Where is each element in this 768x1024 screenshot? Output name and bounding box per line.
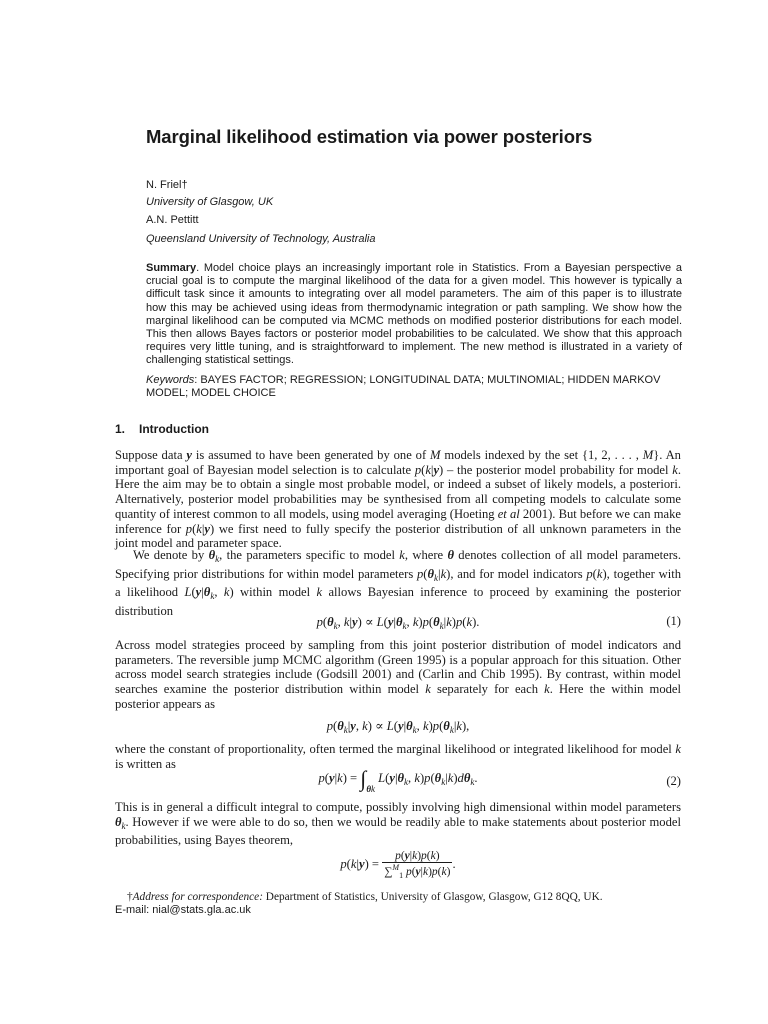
section-number: 1. (115, 422, 126, 436)
footnote-mark: † (127, 891, 133, 903)
abstract-text: . Model choice plays an increasingly important role in Statistics. From a Bayesian perspective a crucial goal is to compute the marginal likelihood of the data for a given model. This however is typically a difficult task since it amounts to integrating over all model parameters. The aim of this paper is to illustrate how this may be achieved using ideas from thermodynamic integration or path sampling. We show how the marginal likelihood can be computed via MCMC methods on modified posterior distributions for each model. This then allows Bayes factors or posterior model probabilities to be calculated. We show that this approach requires very little tuning, and is straightforward to implement. The new method is illustrated in a variety of challenging statistical settings. (146, 262, 682, 367)
intro-paragraph-3: Across model strategies proceed by sampling from this joint posterior distribution of model indicators and parameters. The reversible jump MCMC algorithm (Green 1995) is a popular approach for this situation. Other across model search strategies include (Godsill 2001) and (Carlin and Chib 1995). By contrast, within model searches examine the posterior distribution within model k separately for each k. Here the within model posterior appears as (115, 638, 682, 711)
footnote-text: Department of Statistics, University of Glasgow, Glasgow, G12 8QQ, UK. (262, 891, 603, 903)
footnote-email: E-mail: nial@stats.gla.ac.uk (115, 904, 251, 916)
intro-paragraph-4: where the constant of proportionality, often termed the marginal likelihood or integrated likelihood for model k is written as (115, 742, 681, 771)
section-heading-introduction (115, 422, 209, 436)
author-pettitt: A.N. Pettitt (146, 214, 199, 226)
intro-paragraph-5: This is in general a difficult integral to compute, possibly involving high dimensional within model parameters $\theta_k$. However if we were able to do so, then we would be readily able to make statements about posterior model probabilities, using Bayes theorem, (115, 800, 681, 848)
keywords-text: : BAYES FACTOR; REGRESSION; LONGITUDINAL DATA; MULTINOMIAL; HIDDEN MARKOV MODEL; MODEL CHOICE (146, 374, 661, 400)
equation-1: $p(\theta_k$, $k|y) \propto L(y|\theta_k$, $k)p(\theta_k|k)p(k)$. (1) (316, 614, 681, 631)
equation-bayes-theorem: p(k|y) = $\frac{p(y|k)p(k)}{\sum^M_1 p(y|k)p(k)}$ . (340, 850, 456, 881)
intro-paragraph-2: We denote by $\theta_k$, the parameters specific to model k, where θ denotes collection of all model parameters. Specifying prior distributions for within model parameters $p(\theta_k|k)$, and for model indicators p(k), together with a likelihood $L(y|\theta_k$, k) within model k allows Bayesian inference to proceed by examining the posterior distribution (115, 548, 682, 619)
equation-within-model-posterior: $p(\theta_k|y$, $k) \propto L(y|\theta_k$, $k)p(\theta_k|k)$, (326, 719, 470, 735)
intro-paragraph-1: Suppose data y is assumed to have been generated by one of M models indexed by the set {1, 2, . . . , M}. An important goal of Bayesian model selection is to calculate p(k|y) – the posterior model probability for model k. Here the aim may be to obtain a single most probable model, or indeed a subset of likely models, a posteriori. Alternatively, posterior model probabilities may be synthesised from all competing models to calculate some quantity of interest common to all models, using model averaging (Hoeting et al 2001). But before we can make inference for p(k|y) we first need to fully specify the posterior distribution of all unknown parameters in the joint model and parameter space. (115, 448, 681, 551)
equation-2: $p(y|k) = \int_{\theta k}$ $L(y|\theta_k$, $k)p(\theta_k|k)d\theta_k$. (2) (318, 766, 681, 794)
abstract-label: Summary (146, 262, 197, 274)
bayes-fraction: $\frac{p(y|k)p(k)}{\sum^M_1 p(y|k)p(k)}$ (384, 850, 451, 881)
equation-number-1: (1) (666, 614, 681, 628)
affiliation-qut: Queensland University of Technology, Australia (146, 233, 376, 245)
footnote-label: Address for correspondence: (132, 891, 263, 903)
affiliation-glasgow: University of Glasgow, UK (146, 196, 274, 208)
paper-title: Marginal likelihood estimation via power posteriors (146, 126, 593, 147)
integral-symbol: ∫ (360, 766, 367, 791)
author-friel: N. Friel† (146, 179, 188, 191)
section-title: Introduction (139, 422, 209, 436)
abstract (146, 262, 682, 368)
keywords (146, 374, 682, 400)
equation-number-2: (2) (666, 774, 681, 788)
keywords-label: Keywords (146, 374, 195, 386)
footnote-correspondence (115, 890, 681, 904)
